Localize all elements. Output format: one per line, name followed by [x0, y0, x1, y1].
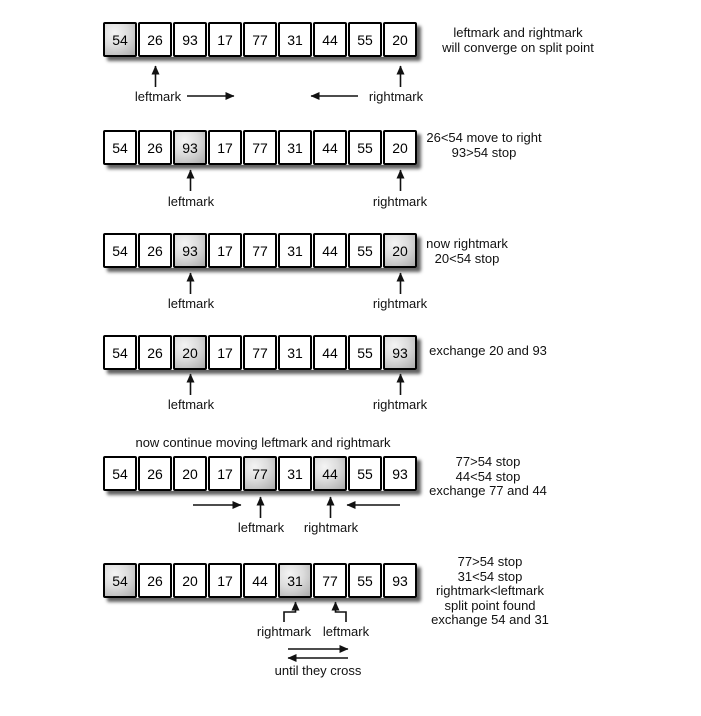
array-cell: 77: [243, 335, 277, 370]
array-cell: 55: [348, 563, 382, 598]
array-cell: 93: [173, 22, 207, 57]
leftmark-label-row6: leftmark: [322, 624, 370, 639]
array-cell: 20: [383, 130, 417, 165]
array-cell: 17: [208, 233, 242, 268]
array-cell: 54: [103, 233, 137, 268]
note-line: 26<54 move to right: [426, 130, 542, 145]
rightmark-label-row2: rightmark: [372, 194, 428, 209]
array-cell: 31: [278, 22, 312, 57]
array-cell: 55: [348, 22, 382, 57]
note-row-1: [442, 26, 594, 55]
note-line: now rightmark: [426, 236, 508, 251]
continue-header: now continue moving leftmark and rightmark: [135, 435, 391, 450]
note-line: leftmark and rightmark: [453, 25, 583, 40]
array-cell: 55: [348, 130, 382, 165]
array-cell: 26: [138, 130, 172, 165]
note-row-4: [429, 344, 547, 359]
rightmark-label-row4: rightmark: [372, 397, 428, 412]
array-cell: 93: [173, 233, 207, 268]
note-line: exchange 20 and 93: [429, 343, 547, 358]
note-row-2: [426, 131, 541, 160]
array-cell: 54: [103, 563, 137, 598]
array-cell: 26: [138, 22, 172, 57]
array-cell: 31: [278, 563, 312, 598]
array-cell: 55: [348, 335, 382, 370]
array-cell: 54: [103, 456, 137, 491]
elbow-arrow-row6-leftmark: [336, 602, 347, 622]
array-cell: 44: [313, 130, 347, 165]
rightmark-label-row6: rightmark: [256, 624, 312, 639]
leftmark-label-row1: leftmark: [134, 89, 182, 104]
array-cell: 20: [173, 335, 207, 370]
note-line: 31<54 stop: [457, 568, 523, 584]
array-cell: 77: [243, 233, 277, 268]
array-cell: 17: [208, 456, 242, 491]
note-line: 44<54 stop: [455, 468, 521, 484]
array-cell: 54: [103, 130, 137, 165]
rightmark-label-row3: rightmark: [372, 296, 428, 311]
leftmark-label-row4: leftmark: [167, 397, 215, 412]
array-cell: 93: [173, 130, 207, 165]
array-cell: 77: [243, 130, 277, 165]
array-cell: 93: [383, 563, 417, 598]
array-cell: 44: [313, 335, 347, 370]
array-cell: 20: [173, 563, 207, 598]
array-cell: 44: [313, 456, 347, 491]
array-row-4: [103, 335, 417, 370]
array-cell: 31: [278, 233, 312, 268]
leftmark-label-row5: leftmark: [237, 520, 285, 535]
array-cell: 54: [103, 335, 137, 370]
array-cell: 26: [138, 233, 172, 268]
array-cell: 20: [383, 233, 417, 268]
note-line: rightmark<leftmark: [435, 583, 544, 598]
elbow-arrow-row6-rightmark: [284, 602, 296, 622]
note-line: 20<54 stop: [434, 250, 500, 266]
note-line: 77>54 stop: [455, 454, 521, 469]
array-cell: 55: [348, 456, 382, 491]
array-cell: 17: [208, 563, 242, 598]
leftmark-label-row2: leftmark: [167, 194, 215, 209]
array-cell: 55: [348, 233, 382, 268]
note-line: 93>54 stop: [451, 144, 517, 160]
array-row-6: [103, 563, 417, 598]
note-line: exchange 77 and 44: [429, 483, 547, 498]
note-line: exchange 54 and 31: [431, 612, 549, 627]
array-row-3: [103, 233, 417, 268]
array-cell: 77: [243, 22, 277, 57]
note-line: will converge on split point: [442, 39, 594, 55]
leftmark-label-row3: leftmark: [167, 296, 215, 311]
array-cell: 44: [243, 563, 277, 598]
until-they-cross-caption: until they cross: [274, 663, 362, 678]
array-cell: 26: [138, 456, 172, 491]
array-row-2: [103, 130, 417, 165]
array-row-5: [103, 456, 417, 491]
array-cell: 31: [278, 130, 312, 165]
array-cell: 31: [278, 335, 312, 370]
note-row-3: [426, 237, 508, 266]
note-row-6: [431, 555, 549, 628]
array-cell: 44: [313, 233, 347, 268]
array-cell: 77: [243, 456, 277, 491]
array-cell: 93: [383, 335, 417, 370]
array-cell: 44: [313, 22, 347, 57]
array-cell: 26: [138, 563, 172, 598]
array-cell: 17: [208, 335, 242, 370]
array-cell: 93: [383, 456, 417, 491]
array-cell: 31: [278, 456, 312, 491]
rightmark-label-row5: rightmark: [303, 520, 359, 535]
array-cell: 20: [173, 456, 207, 491]
rightmark-label-row1: rightmark: [368, 89, 424, 104]
array-cell: 17: [208, 22, 242, 57]
array-cell: 77: [313, 563, 347, 598]
array-row-1: [103, 22, 417, 57]
array-cell: 20: [383, 22, 417, 57]
note-line: split point found: [444, 597, 536, 613]
array-cell: 17: [208, 130, 242, 165]
array-cell: 54: [103, 22, 137, 57]
array-cell: 26: [138, 335, 172, 370]
note-row-5: [429, 455, 547, 499]
note-line: 77>54 stop: [457, 554, 523, 569]
